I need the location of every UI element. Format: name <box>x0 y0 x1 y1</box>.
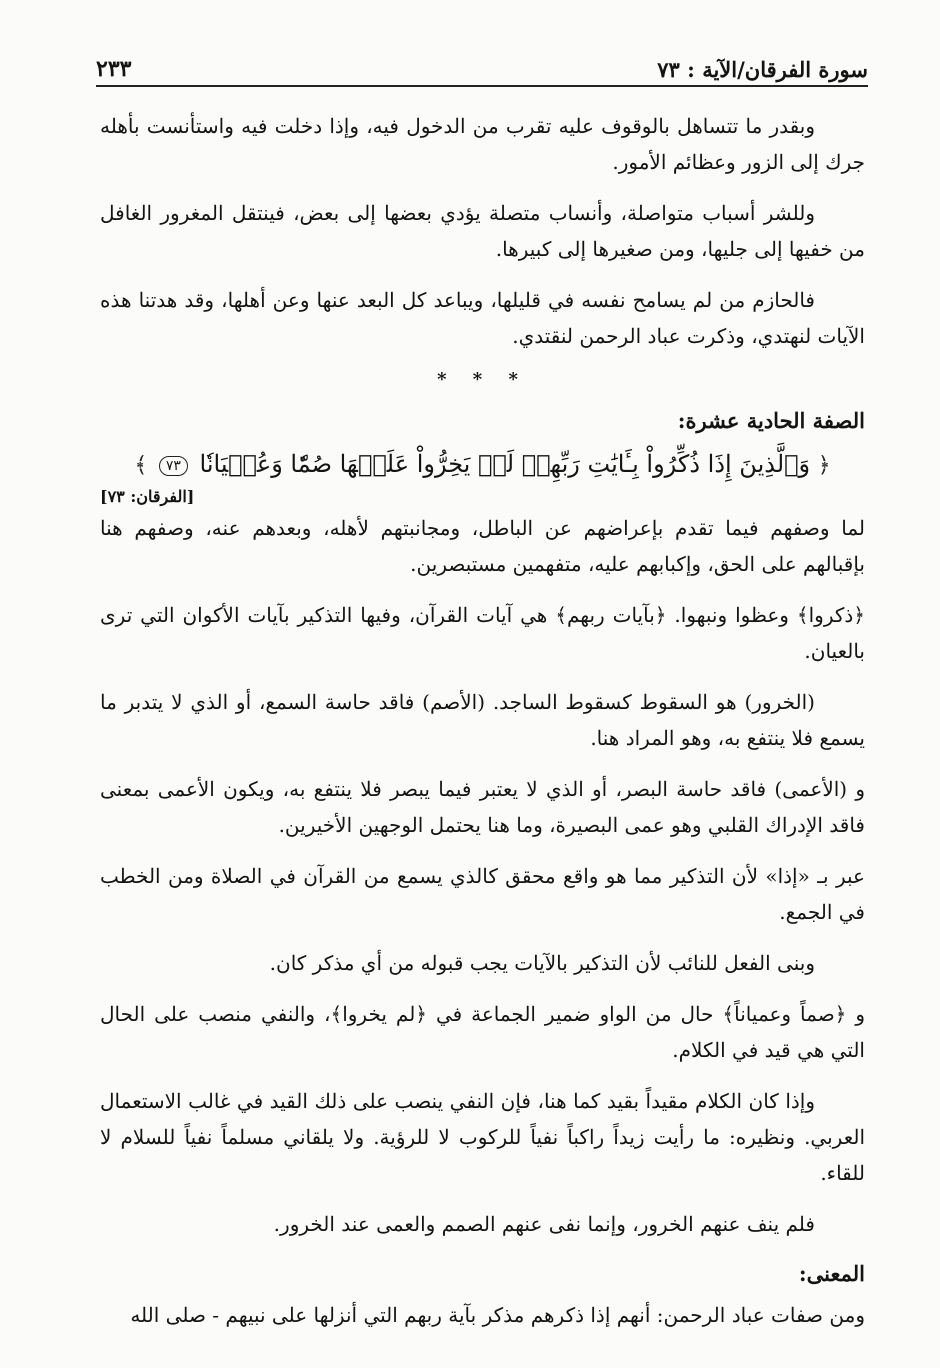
paragraph: وللشر أسباب متواصلة، وأنساب متصلة يؤدي بعضها إلى بعض، فينتقل المغرور الغافل من خفيها إلى جليها، ومن صغيرها إلى كبيرها. <box>100 201 865 261</box>
meaning-title: المعنى: <box>798 1261 865 1286</box>
paragraph: فالحازم من لم يسامح نفسه في قليلها، ويباعد كل البعد عنها وعن أهلها، وقد هدتنا هذه الآيات لنهتدي، وذكرت عباد الرحمن لنقتدي. <box>100 288 865 348</box>
page-body <box>100 108 865 1328</box>
meaning-paragraph: ومن صفات عباد الرحمن: أنهم إذا ذكرهم مذكر بآية ربهم التي أنزلها على نبيهم - صلى الله <box>130 1303 865 1327</box>
page-header <box>96 46 868 82</box>
verse-text: وَٱلَّذِينَ إِذَا ذُكِّرُواْ بِـَٔايَٰتِ رَبِّهِمۡ لَمۡ يَخِرُّواْ عَلَيۡهَا صُمّٗا وَعُمۡيَانٗا <box>199 450 811 478</box>
paragraph: وبقدر ما تتساهل بالوقوف عليه تقرب من الدخول فيه، وإذا دخلت فيه واستأنست بأهله جرك إلى الزور وعظائم الأمور. <box>100 114 865 174</box>
header-rule <box>96 85 868 87</box>
tafsir-paragraph: عبر بـ «إذا» لأن التذكير مما هو واقع محقق كالذي يسمع من القرآن في الصلاة ومن الخطب في الجمع. <box>100 864 865 924</box>
ornate-bracket-open: ﴿ <box>817 453 831 478</box>
verse-reference: [الفرقان: ٧٣] <box>100 487 195 506</box>
tafsir-paragraph: فلم ينف عنهم الخرور، وإنما نفى عنهم الصمم والعمى عند الخرور. <box>273 1212 815 1236</box>
tafsir-paragraph: ﴿ذكروا﴾ وعظوا ونبهوا. ﴿بآيات ربهم﴾ هي آيات القرآن، وفيها التذكير بآيات الأكوان التي ترى بالعيان. <box>100 603 865 663</box>
ornate-bracket-close: ﴾ <box>134 453 148 478</box>
tafsir-paragraph: و (الأعمى) فاقد حاسة البصر، أو الذي لا يعتبر فيما يبصر فلا ينتفع به، ويكون الأعمى بمعنى فاقد الإدراك القلبي وهو عمى البصيرة، وما هنا يحتمل الوجهين الأخيرين. <box>100 777 865 837</box>
section-title: الصفة الحادية عشرة: <box>677 408 865 433</box>
tafsir-paragraph: لما وصفهم فيما تقدم بإعراضهم عن الباطل، ومجانبتهم لأهله، وبعدهم عنه، وصفهم هنا بإقبالهم على الحق، وإكبابهم عليه، متفهمين مستبصرين. <box>100 516 865 576</box>
tafsir-paragraph: وبنى الفعل للنائب لأن التذكير بالآيات يجب قبوله من أي مذكر كان. <box>269 951 815 975</box>
section-separator: * * * <box>437 369 528 390</box>
running-title: سورة الفرقان/الآية : ٧٣ <box>657 57 868 82</box>
tafsir-paragraph: وإذا كان الكلام مقيداً بقيد كما هنا، فإن النفي ينصب على ذلك القيد في غالب الاستعمال العربي. ونظيره: ما رأيت زيداً راكباً نفياً للركوب لا للرؤية. ولا يلقاني مسلماً نفياً للسلام لا للقاء. <box>100 1089 865 1185</box>
quran-verse <box>100 444 865 486</box>
tafsir-paragraph: (الخرور) هو السقوط كسقوط الساجد. (الأصم) فاقد حاسة السمع، أو الذي لا يتدبر ما يسمع فلا ينتفع به، وهو المراد هنا. <box>100 690 865 750</box>
verse-number-badge: ٧٣ <box>159 456 188 476</box>
tafsir-paragraph: و ﴿صماً وعمياناً﴾ حال من الواو ضمير الجماعة في ﴿لم يخروا﴾، والنفي منصب على الحال التي هي قيد في الكلام. <box>100 1002 865 1062</box>
page-number: ٢٣٣ <box>96 56 132 82</box>
